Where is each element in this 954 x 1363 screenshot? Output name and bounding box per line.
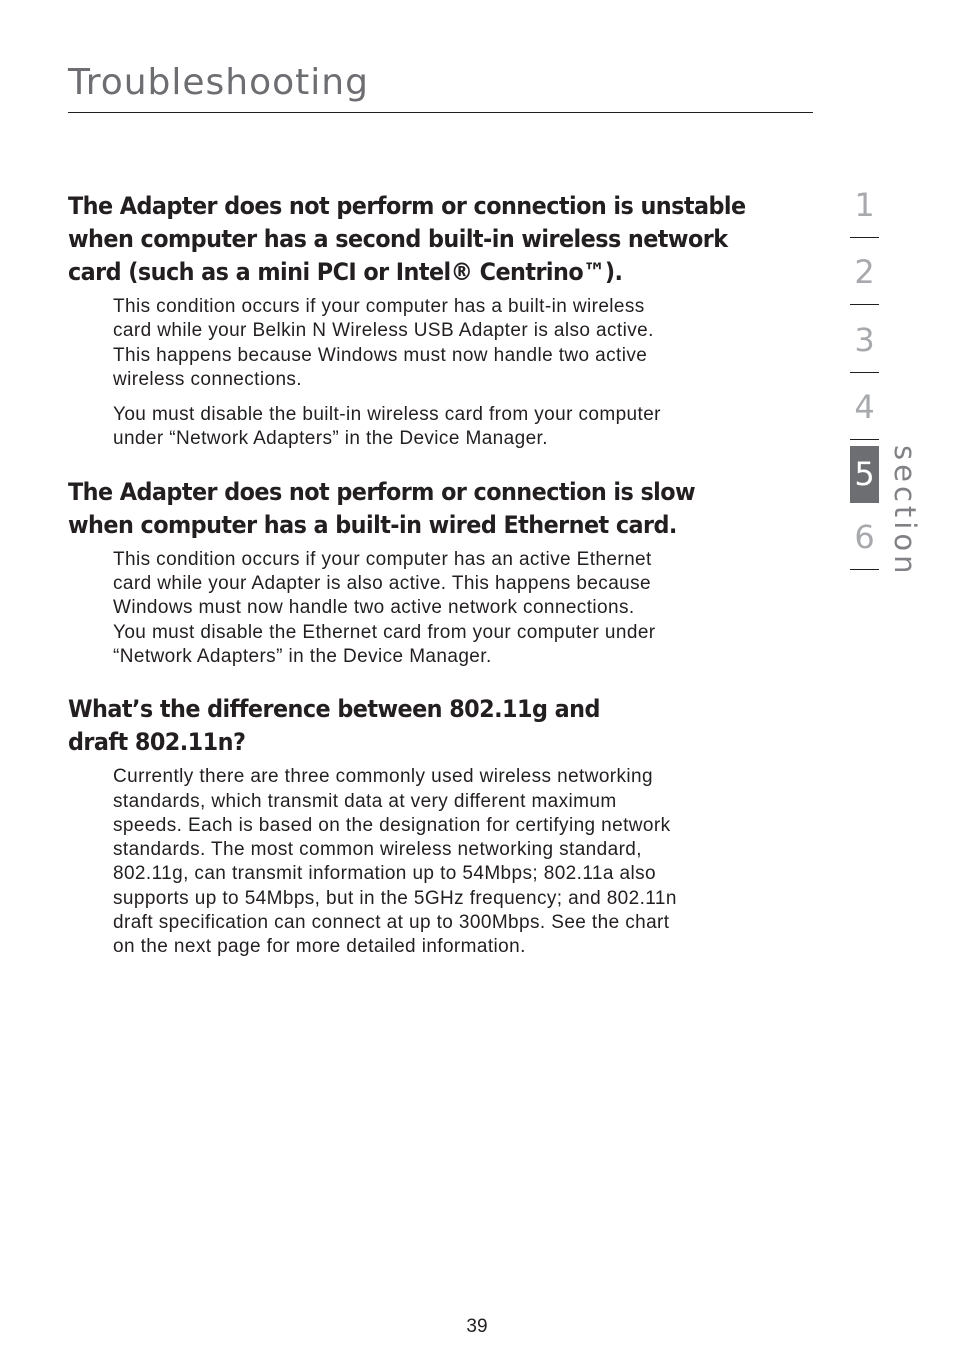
page-title: Troubleshooting [68,62,369,103]
paragraph [113,295,778,392]
section-slow-connection [68,476,778,669]
section-label: section [888,445,922,578]
text-line: standards, which transmit data at very different maximum [113,790,617,812]
text-line: “Network Adapters” in the Device Manager. [113,645,492,667]
section-heading [68,190,746,289]
section-tab-5-active[interactable]: 5 [850,446,879,503]
section-tab-2[interactable]: 2 [850,247,879,305]
section-heading [68,476,728,542]
section-802-11-difference [68,693,778,959]
text-line: This condition occurs if your computer has a built-in wireless [113,296,645,317]
text-line: card while your Adapter is also active. This happens because [113,573,652,595]
text-line: This happens because Windows must now handle two active [113,344,648,366]
text-line: 802.11g, can transmit information up to 54Mbps; 802.11a also [113,863,656,885]
text-line: on the next page for more detailed information. [113,936,526,958]
text-line: Currently there are three commonly used wireless networking [113,766,653,788]
heading-line: when computer has a second built-in wireless network [68,225,728,253]
text-line: under “Network Adapters” in the Device Manager. [113,428,548,450]
text-line: speeds. Each is based on the designation for certifying network [113,814,671,836]
section-tab-3[interactable]: 3 [850,315,879,373]
text-line: Windows must now handle two active network connections. [113,597,635,619]
section-tab-6[interactable]: 6 [850,512,879,570]
text-line: draft specification can connect at up to 300Mbps. See the chart [113,912,670,934]
heading-line: when computer has a built-in wired Ethernet card. [68,510,677,539]
text-line: You must disable the built-in wireless card from your computer [113,404,661,426]
section-tab-1[interactable]: 1 [850,180,879,238]
heading-line: The Adapter does not perform or connection is slow [68,477,696,506]
heading-line: What’s the difference between 802.11g and [68,695,600,724]
section-heading [68,693,728,759]
heading-line: draft 802.11n? [68,728,246,757]
section-tab-4[interactable]: 4 [850,382,879,440]
paragraph [113,765,778,959]
title-divider [68,112,813,113]
text-line: standards. The most common wireless networking standard, [113,839,642,861]
text-line: card while your Belkin N Wireless USB Adapter is also active. [113,320,654,342]
paragraph [113,548,778,669]
section-unstable-connection [68,190,778,452]
text-line: You must disable the Ethernet card from your computer under [113,621,656,643]
heading-line: card (such as a mini PCI or Intel® Centrino™). [68,258,623,286]
heading-line: The Adapter does not perform or connection is unstable [68,192,746,220]
page-number: 39 [466,1316,488,1337]
main-content [68,190,778,960]
text-line: wireless connections. [113,368,302,390]
text-line: This condition occurs if your computer has an active Ethernet [113,548,652,570]
text-line: supports up to 54Mbps, but in the 5GHz frequency; and 802.11n [113,887,677,909]
paragraph [113,403,778,452]
